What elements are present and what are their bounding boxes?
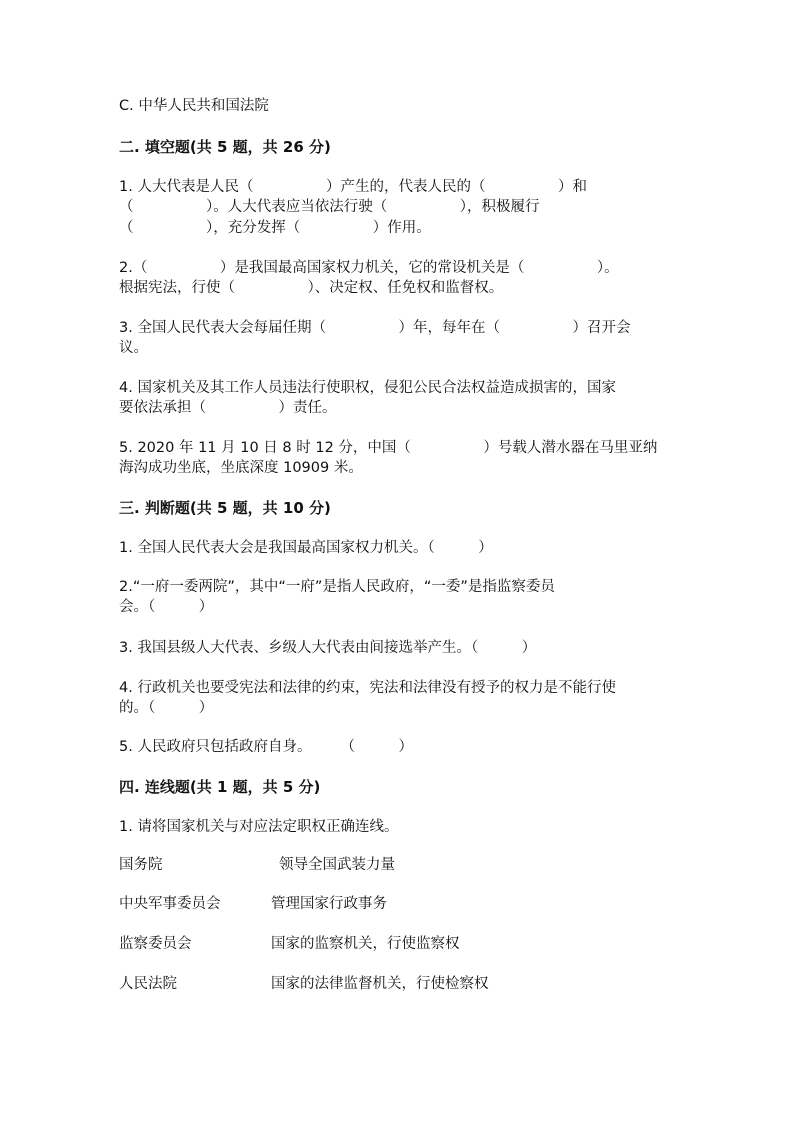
judge-question-3: 3. 我国县级人大代表、乡级人大代表由间接选举产生。（ ）: [119, 640, 537, 656]
fill-question-4-line-1: 4. 国家机关及其工作人员违法行使职权，侵犯公民合法权益造成损害的，国家: [119, 380, 616, 396]
matching-left-item: 国务院: [119, 857, 163, 873]
section-heading-fill-in: 二. 填空题(共 5 题，共 26 分): [119, 138, 331, 156]
option-c: C. 中华人民共和国法院: [119, 98, 269, 114]
matching-instruction: 1. 请将国家机关与对应法定职权正确连线。: [119, 819, 399, 835]
judge-question-1: 1. 全国人民代表大会是我国最高国家权力机关。（ ）: [119, 540, 493, 556]
fill-question-2-line-1: 2.（ ）是我国最高国家权力机关，它的常设机关是（ ）。: [119, 260, 619, 276]
judge-question-2-line-1: 2.“一府一委两院”，其中“一府”是指人民政府，“一委”是指监察委员: [119, 579, 555, 595]
fill-question-5-line-1: 5. 2020 年 11 月 10 日 8 时 12 分，中国（ ）号载人潜水器在马里亚纳: [119, 440, 658, 456]
matching-left-item: 中央军事委员会: [119, 896, 221, 912]
fill-question-3-line-1: 3. 全国人民代表大会每届任期（ ）年，每年在（ ）召开会: [119, 320, 631, 336]
fill-question-5-line-2: 海沟成功坐底，坐底深度 10909 米。: [119, 460, 363, 476]
fill-question-2-line-2: 根据宪法，行使（ ）、决定权、任免权和监督权。: [119, 280, 504, 296]
judge-question-2-line-2: 会。（ ）: [119, 599, 214, 615]
fill-question-4-line-2: 要依法承担（ ）责任。: [119, 400, 337, 416]
matching-right-item: 管理国家行政事务: [271, 896, 387, 912]
fill-question-1-line-3: （ ），充分发挥（ ）作用。: [119, 220, 431, 236]
fill-question-1-line-1: 1. 人大代表是人民（ ）产生的，代表人民的（ ）和: [119, 179, 587, 195]
judge-question-4-line-2: 的。（ ）: [119, 700, 214, 716]
matching-left-item: 监察委员会: [119, 936, 192, 952]
fill-question-1-line-2: （ ）。人大代表应当依法行驶（ ），积极履行: [119, 199, 540, 215]
matching-right-item: 领导全国武装力量: [279, 857, 395, 873]
judge-question-4-line-1: 4. 行政机关也要受宪法和法律的约束，宪法和法律没有授予的权力是不能行使: [119, 680, 616, 696]
section-heading-true-false: 三. 判断题(共 5 题，共 10 分): [119, 499, 331, 517]
matching-right-item: 国家的监察机关，行使监察权: [271, 936, 460, 952]
fill-question-3-line-2: 议。: [119, 340, 148, 356]
matching-left-item: 人民法院: [119, 976, 177, 992]
section-heading-matching: 四. 连线题(共 1 题，共 5 分): [119, 778, 321, 796]
matching-right-item: 国家的法律监督机关，行使检察权: [271, 976, 489, 992]
judge-question-5: 5. 人民政府只包括政府自身。 （ ）: [119, 739, 413, 755]
